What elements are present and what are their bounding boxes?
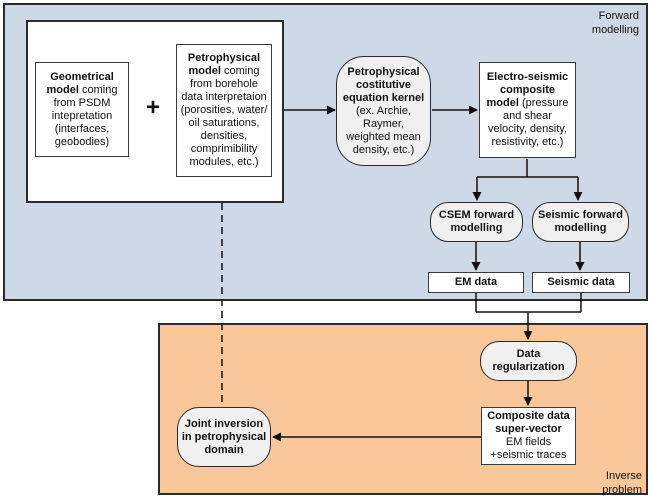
- electro-seismic-model-node: [479, 62, 576, 158]
- node-title: Seismic data: [547, 276, 615, 288]
- node-title: CSEM forward modelling: [438, 209, 515, 234]
- plus-operator: +: [145, 93, 160, 121]
- node-text: [485, 410, 572, 462]
- node-title: Joint inversion in petrophysical domain: [181, 417, 267, 456]
- data-regularization-node: [480, 341, 577, 381]
- node-title: Data regularization: [492, 348, 565, 373]
- csem-forward-modelling-node: [430, 202, 523, 242]
- node-text: [340, 66, 427, 157]
- seismic-forward-modelling-node: [532, 202, 629, 242]
- node-body: coming from borehole data interpretaion (porosities, water/ oil saturations, densities, comprimibility modules, etc.): [180, 65, 268, 168]
- node-body: coming from PSDM intepretation (interfaces, geobodies): [51, 83, 118, 148]
- node-title: Petrophysical costitutive equation kernel: [342, 65, 425, 104]
- node-title: Geometrical model: [46, 70, 114, 96]
- composite-super-vector-node: [481, 407, 576, 465]
- joint-inversion-node: [177, 407, 271, 467]
- em-data-node: [428, 272, 524, 293]
- petrophysical-kernel-node: [336, 56, 431, 166]
- node-title: Composite data super-vector: [487, 410, 570, 435]
- node-title: EM data: [454, 276, 498, 288]
- seismic-data-node: [532, 272, 630, 293]
- node-title: Seismic forward modelling: [538, 209, 623, 234]
- geometrical-model-node: [35, 62, 129, 157]
- node-body: (ex. Archie, Raymer, weighted mean density, etc.): [346, 104, 421, 156]
- node-text: [483, 71, 572, 149]
- node-title: Petrophysical model: [187, 52, 261, 77]
- node-title: Electro-seismic composite model: [486, 71, 569, 109]
- node-body: (pressure and shear velocity, density, resistivity, etc.): [487, 97, 569, 148]
- inverse-region-label: Inverse problem: [602, 470, 642, 496]
- node-text: [180, 52, 268, 169]
- node-body: EM fields +seismic traces: [490, 436, 567, 461]
- forward-region-label: Forward modelling: [591, 10, 639, 36]
- node-text: [39, 71, 125, 149]
- petrophysical-model-node: [176, 44, 272, 177]
